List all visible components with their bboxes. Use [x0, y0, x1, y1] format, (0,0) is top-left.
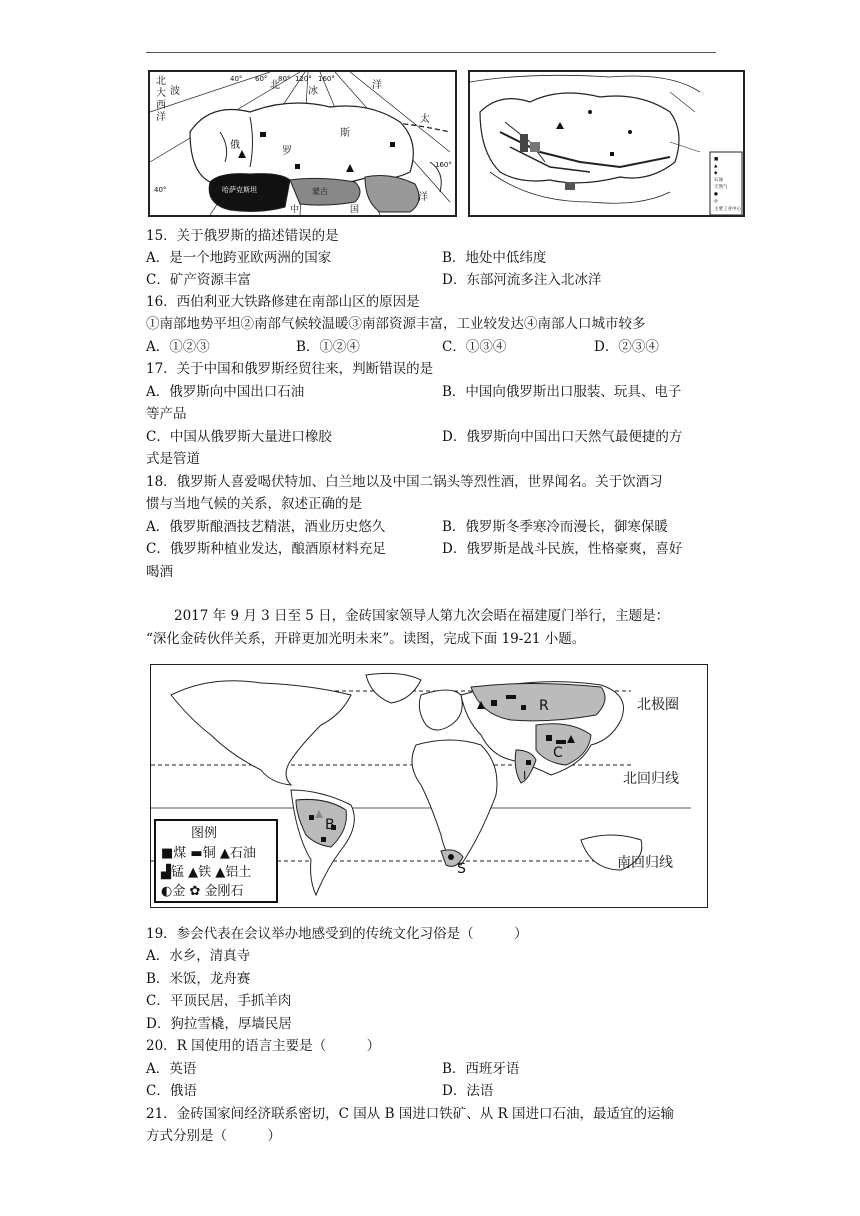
map2-legend-6: ◎ [714, 199, 718, 204]
q20-option-b[interactable]: B．西班牙语 [442, 1061, 520, 1077]
q17-option-b[interactable]: B．中国向俄罗斯出口服装、玩具、电子 [442, 384, 682, 400]
legend-row-2: ▟锰 ▲铁 ▲铝土 [161, 865, 252, 880]
map1-deg-2: 80° [278, 75, 291, 83]
map1-label-12: 洋 [418, 192, 428, 203]
q18-option-d-cont: 喝酒 [146, 564, 173, 580]
q16-option-b[interactable]: B．①②④ [296, 339, 360, 355]
map1-label-6: 冰 [308, 86, 318, 97]
label-tropic-capricorn: 南回归线 [617, 855, 673, 871]
q16-option-c[interactable]: C．①③④ [442, 339, 507, 355]
label-country-r: R [539, 698, 549, 714]
q21-stem-2: 方式分别是（ ） [146, 1128, 281, 1144]
legend-row-1: ■煤 ▬铜 ▲石油 [161, 846, 256, 861]
map1-deg-0: 40° [230, 75, 243, 83]
q19-option-c[interactable]: C．平顶民居，手抓羊肉 [146, 993, 292, 1009]
map1-deg-5: 40° [154, 186, 167, 194]
intro-line-1: 2017 年 9 月 3 日至 5 日，金砖国家领导人第九次会晤在福建厦门举行，主题是： [174, 608, 670, 624]
q20-option-c[interactable]: C．俄语 [146, 1083, 197, 1099]
russia-location-map [148, 70, 457, 217]
q15-option-a[interactable]: A．是一个地跨亚欧两洲的国家 [146, 250, 332, 266]
label-country-b: B [325, 817, 335, 833]
q18-option-d[interactable]: D．俄罗斯是战斗民族，性格豪爽，喜好 [442, 541, 683, 557]
q19-option-d[interactable]: D．狗拉雪橇，厚墙民居 [146, 1016, 292, 1032]
q16-statements: ①南部地势平坦②南部气候较温暖③南部资源丰富，工业较发达④南部人口城市较多 [146, 316, 646, 332]
q21-stem-1: 21．金砖国家间经济联系密切，C 国从 B 国进口铁矿、从 R 国进口石油，最适宜的运输 [146, 1106, 675, 1122]
map1-label-5: 北 [270, 80, 280, 91]
q18-option-b[interactable]: B．俄罗斯冬季寒冷而漫长，御寒保暖 [442, 519, 668, 535]
q19-stem: 19．参会代表在会议举办地感受到的传统文化习俗是（ ） [146, 926, 528, 942]
map1-china-1: 中 [290, 205, 300, 215]
map1-label-7: 洋 [372, 80, 382, 91]
q20-stem: 20．R 国使用的语言主要是（ ） [146, 1038, 381, 1054]
label-country-s: S [457, 861, 466, 877]
q15-option-b[interactable]: B．地处中低纬度 [442, 250, 547, 266]
map1-deg-6: 160° [435, 161, 452, 169]
russia-industry-map [468, 70, 745, 217]
intro-line-2: “深化金砖伙伴关系，开辟更加光明未来”。读图，完成下面 19-21 小题。 [146, 631, 586, 647]
map2-legend-7: 主要工业中心 [714, 207, 741, 212]
q20-option-d[interactable]: D．法语 [442, 1083, 494, 1099]
q17-option-b-cont: 等产品 [146, 406, 187, 422]
q17-option-d-cont: 式是管道 [146, 451, 200, 467]
q17-option-a[interactable]: A．俄罗斯向中国出口石油 [146, 384, 305, 400]
q16-option-a[interactable]: A．①②③ [146, 339, 210, 355]
q20-option-a[interactable]: A．英语 [146, 1061, 197, 1077]
label-country-c: C [553, 745, 563, 761]
map1-deg-3: 120° [295, 75, 312, 83]
q17-option-d[interactable]: D．俄罗斯向中国出口天然气最便捷的方 [442, 429, 683, 445]
brics-world-map [150, 664, 708, 908]
label-tropic-cancer: 北回归线 [623, 771, 679, 787]
map1-label-4: 波 [170, 86, 180, 97]
header-rule [146, 52, 716, 53]
q15-stem: 15．关于俄罗斯的描述错误的是 [146, 228, 339, 244]
map1-china-2: 国 [350, 205, 360, 215]
map1-label-8: 俄 [230, 140, 240, 151]
q19-option-b[interactable]: B．米饭，龙舟赛 [146, 971, 251, 987]
q18-option-a[interactable]: A．俄罗斯酿酒技艺精湛，酒业历史悠久 [146, 519, 386, 535]
map1-kazakhstan: 哈萨克斯坦 [222, 186, 257, 194]
legend-row-3: ◐金 ✿ 金刚石 [161, 884, 244, 899]
map2-legend-3: 石油 [714, 178, 723, 183]
map1-label-0: 北 [156, 76, 166, 87]
map1-label-11: 太 [420, 114, 430, 125]
q16-stem: 16．西伯利亚大铁路修建在南部山区的原因是 [146, 294, 420, 310]
map1-label-2: 西 [156, 100, 166, 111]
q18-option-c[interactable]: C．俄罗斯种植业发达，酿酒原材料充足 [146, 541, 386, 557]
label-country-i: I [523, 769, 527, 782]
q15-option-c[interactable]: C．矿产资源丰富 [146, 272, 251, 288]
legend-title: 图例 [191, 826, 218, 841]
map2-legend-1: ▲ [714, 164, 718, 169]
q15-option-d[interactable]: D．东部河流多注入北冰洋 [442, 272, 602, 288]
label-arctic-circle: 北极圈 [637, 697, 679, 713]
q17-stem: 17．关于中国和俄罗斯经贸往来，判断错误的是 [146, 361, 434, 377]
map2-legend-4: 天然气 [714, 185, 728, 190]
q18-stem-1: 18．俄罗斯人喜爱喝伏特加、白兰地以及中国二锅头等烈性酒，世界闻名。关于饮酒习 [146, 474, 663, 490]
map1-deg-1: 60° [255, 75, 268, 83]
map2-legend-0: ■ [714, 157, 719, 162]
map2-legend-5: ● [714, 192, 718, 197]
map1-mongolia: 蒙古 [312, 187, 328, 196]
q17-option-c[interactable]: C．中国从俄罗斯大量进口橡胶 [146, 429, 332, 445]
map1-label-10: 斯 [340, 128, 350, 139]
q18-stem-2: 惯与当地气候的关系，叙述正确的是 [146, 496, 362, 512]
map1-deg-4: 160° [318, 75, 335, 83]
map1-label-3: 洋 [156, 112, 166, 123]
map1-label-1: 大 [156, 88, 166, 99]
q16-option-d[interactable]: D．②③④ [594, 339, 659, 355]
map2-legend-2: ◆ [714, 171, 718, 176]
map1-label-9: 罗 [282, 146, 292, 157]
q19-option-a[interactable]: A．水乡，清真寺 [146, 948, 251, 964]
